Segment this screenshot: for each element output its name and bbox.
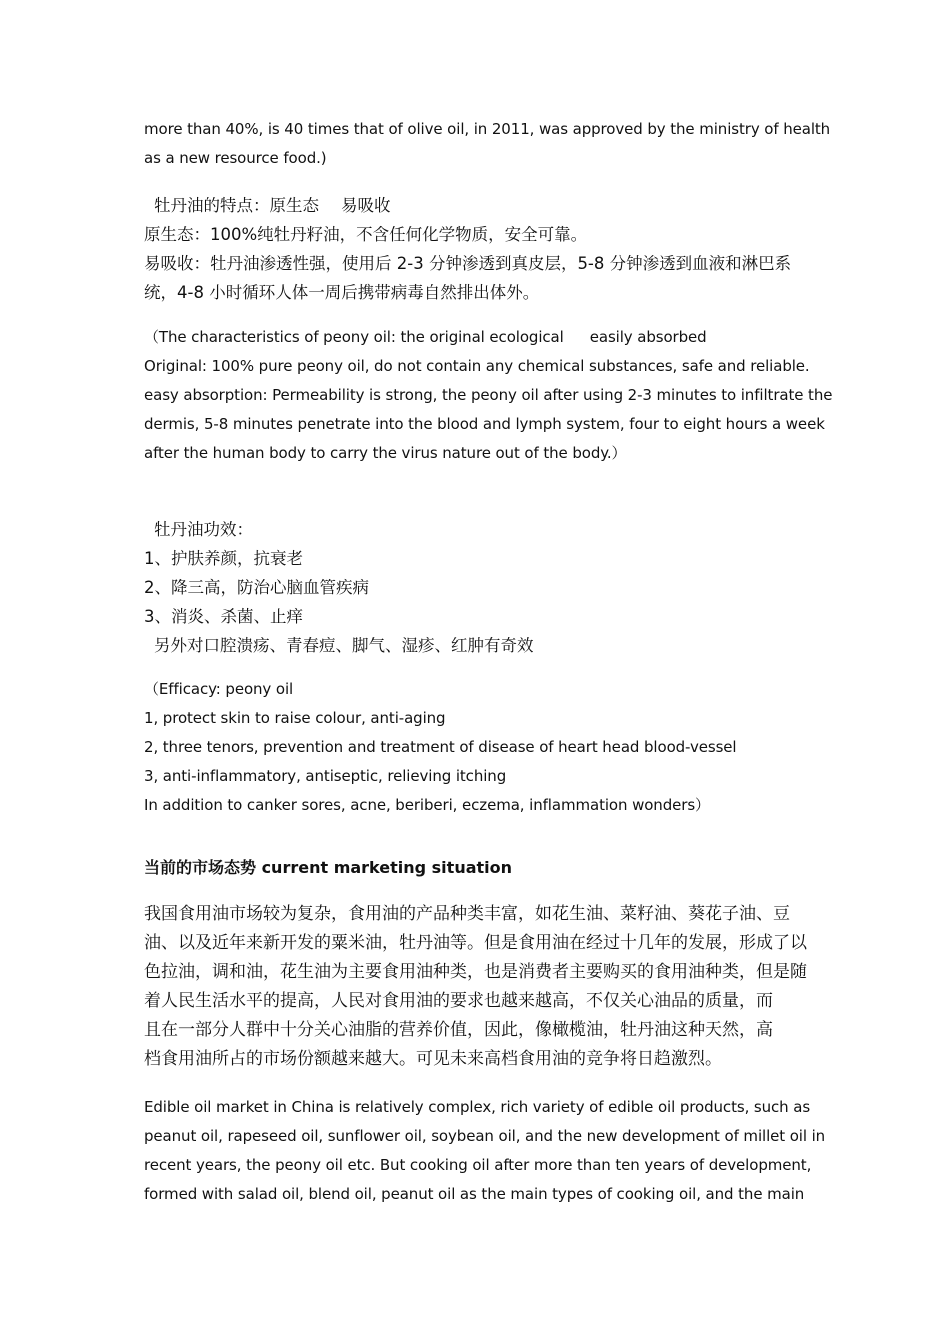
features-cn-title-text: 牡丹油的特点：原生态 (154, 196, 319, 215)
features-en-title-extra: easily absorbed (589, 328, 707, 346)
efficacy-en-item: 1, protect skin to raise colour, anti-aging (144, 709, 446, 727)
market-en-line: formed with salad oil, blend oil, peanut oil as the main types of cooking oil, and the main (144, 1185, 805, 1203)
features-en-line: easy absorption: Permeability is strong, the peony oil after using 2-3 minutes to infiltrate the (144, 386, 833, 404)
features-en-line: after the human body to carry the virus nature out of the body.） (144, 444, 627, 462)
market-cn-line: 且在一部分人群中十分关心油脂的营养价值，因此，像橄榄油，牡丹油这种天然，高 (144, 1020, 773, 1040)
features-en-title-text: （The characteristics of peony oil: the original ecological (144, 328, 564, 346)
market-en-line: peanut oil, rapeseed oil, sunflower oil, soybean oil, and the new development of millet oil in (144, 1127, 826, 1145)
efficacy-en-item: In addition to canker sores, acne, beriberi, eczema, inflammation wonders） (144, 796, 710, 814)
efficacy-cn-item: 1、护肤养颜，抗衰老 (144, 549, 303, 568)
features-en-title (144, 327, 707, 347)
features-en-line: dermis, 5-8 minutes penetrate into the blood and lymph system, four to eight hours a week (144, 415, 825, 433)
features-cn-line: 原生态：100%纯牡丹籽油，不含任何化学物质，安全可靠。 (144, 225, 588, 244)
efficacy-en-item: 3, anti-inflammatory, antiseptic, relieving itching (144, 767, 507, 785)
features-cn-line: 易吸收：牡丹油渗透性强，使用后 2-3 分钟渗透到真皮层，5-8 分钟渗透到血液和淋巴系 (144, 254, 792, 273)
features-en-line: Original: 100% pure peony oil, do not contain any chemical substances, safe and reliable. (144, 357, 810, 375)
market-cn-line: 我国食用油市场较为复杂，食用油的产品种类丰富，如花生油、菜籽油、葵花子油、豆 (144, 904, 790, 924)
efficacy-en-title: （Efficacy: peony oil (144, 680, 294, 698)
section-heading: 当前的市场态势 current marketing situation (144, 858, 513, 877)
paragraph-line: more than 40%, is 40 times that of olive oil, in 2011, was approved by the ministry of health (144, 120, 831, 138)
market-en-line: recent years, the peony oil etc. But cooking oil after more than ten years of development, (144, 1156, 812, 1174)
features-cn-line: 统，4-8 小时循环人体一周后携带病毒自然排出体外。 (144, 283, 540, 302)
efficacy-cn-extra: 另外对口腔溃疡、青春痘、脚气、湿疹、红肿有奇效 (154, 636, 534, 655)
market-cn-line: 档食用油所占的市场份额越来越大。可见未来高档食用油的竞争将日趋激烈。 (144, 1049, 722, 1069)
market-en-line: Edible oil market in China is relatively complex, rich variety of edible oil products, such as (144, 1098, 811, 1116)
efficacy-cn-title: 牡丹油功效： (154, 520, 253, 539)
efficacy-en-item: 2, three tenors, prevention and treatment of disease of heart head blood-vessel (144, 738, 737, 756)
efficacy-cn-item: 2、降三高，防治心脑血管疾病 (144, 578, 369, 597)
market-cn-line: 着人民生活水平的提高，人民对食用油的要求也越来越高，不仅关心油品的质量，而 (144, 991, 773, 1011)
market-cn-line: 油、以及近年来新开发的粟米油，牡丹油等。但是食用油在经过十几年的发展，形成了以 (144, 933, 807, 953)
market-cn-line: 色拉油，调和油，花生油为主要食用油种类，也是消费者主要购买的食用油种类，但是随 (144, 962, 807, 982)
features-cn-title (154, 196, 391, 216)
features-cn-title-extra: 易吸收 (341, 196, 391, 215)
efficacy-cn-item: 3、消炎、杀菌、止痒 (144, 607, 303, 626)
paragraph-line: as a new resource food.) (144, 149, 327, 167)
